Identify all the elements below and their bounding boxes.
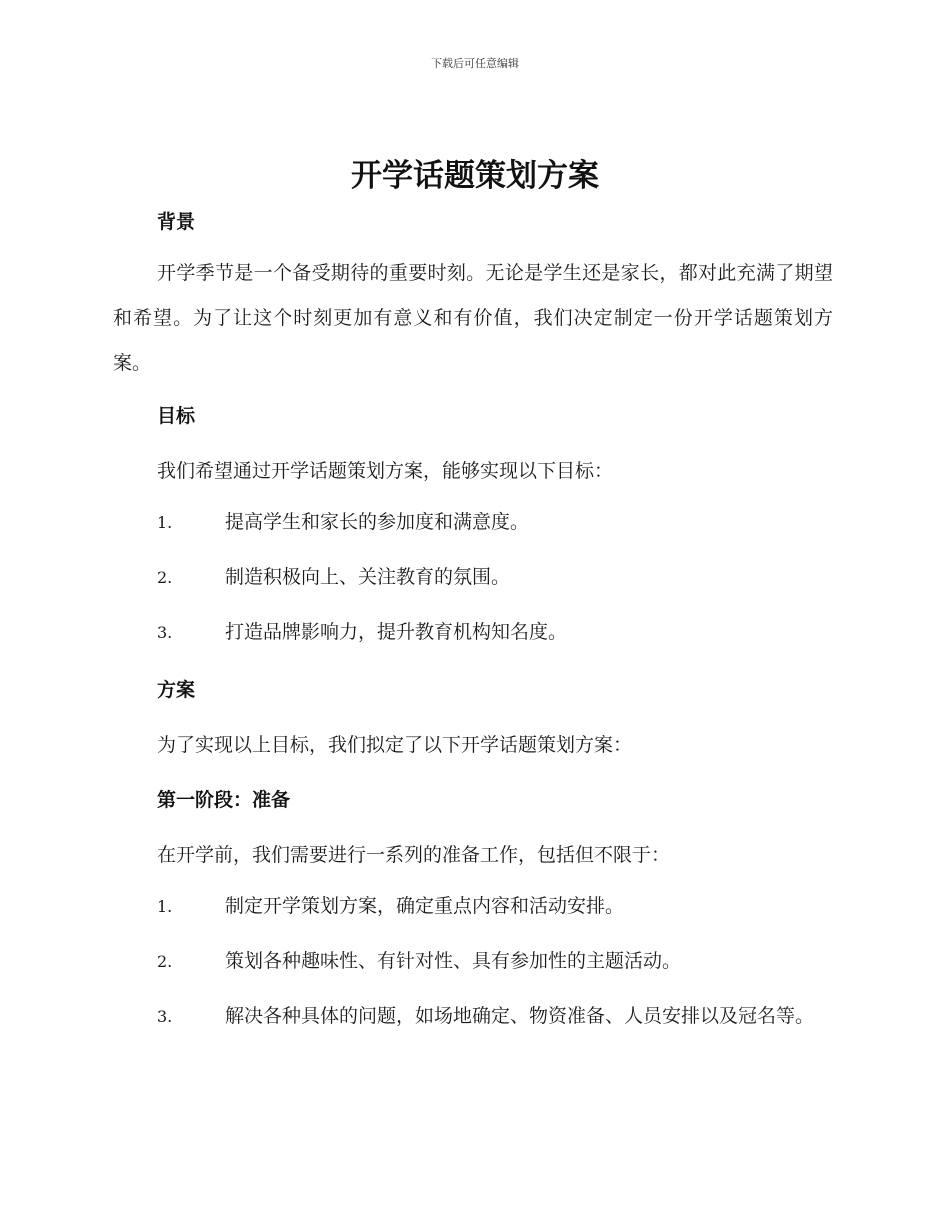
goal-item	[113, 500, 833, 545]
list-text: 提高学生和家长的参加度和满意度。	[225, 511, 530, 533]
list-text: 解决各种具体的问题，如场地确定、物资准备、人员安排以及冠名等。	[225, 1005, 815, 1027]
list-number: 3.	[157, 1007, 173, 1026]
phase1-item	[113, 939, 833, 984]
phase1-item	[113, 884, 833, 929]
section-heading-goals: 目标	[157, 405, 196, 427]
document-title: 开学话题策划方案	[351, 158, 599, 194]
header-note: 下载后可任意编辑	[431, 57, 519, 70]
list-number: 1.	[157, 513, 173, 532]
section-heading-plan: 方案	[157, 679, 196, 701]
section-heading-background: 背景	[157, 211, 196, 233]
plan-intro: 为了实现以上目标，我们拟定了以下开学话题策划方案：	[157, 734, 633, 756]
goal-item	[113, 610, 833, 655]
list-number: 1.	[157, 897, 173, 916]
list-text: 打造品牌影响力，提升教育机构知名度。	[225, 621, 568, 643]
list-text: 策划各种趣味性、有针对性、具有参加性的主题活动。	[225, 950, 682, 972]
goals-intro: 我们希望通过开学话题策划方案，能够实现以下目标：	[157, 460, 614, 482]
goal-item	[113, 555, 833, 600]
list-number: 3.	[157, 623, 173, 642]
list-text: 制定开学策划方案，确定重点内容和活动安排。	[225, 895, 625, 917]
phase1-item	[113, 994, 833, 1039]
list-text: 制造积极向上、关注教育的氛围。	[225, 566, 511, 588]
list-number: 2.	[157, 568, 173, 587]
background-paragraph: 开学季节是一个备受期待的重要时刻。无论是学生还是家长，都对此充满了期望和希望。为了让这个时刻更加有意义和有价值，我们决定制定一份开学话题策划方案。	[113, 262, 833, 374]
phase1-intro: 在开学前，我们需要进行一系列的准备工作，包括但不限于：	[157, 844, 671, 866]
phase1-heading: 第一阶段：准备	[157, 789, 291, 811]
list-number: 2.	[157, 952, 173, 971]
